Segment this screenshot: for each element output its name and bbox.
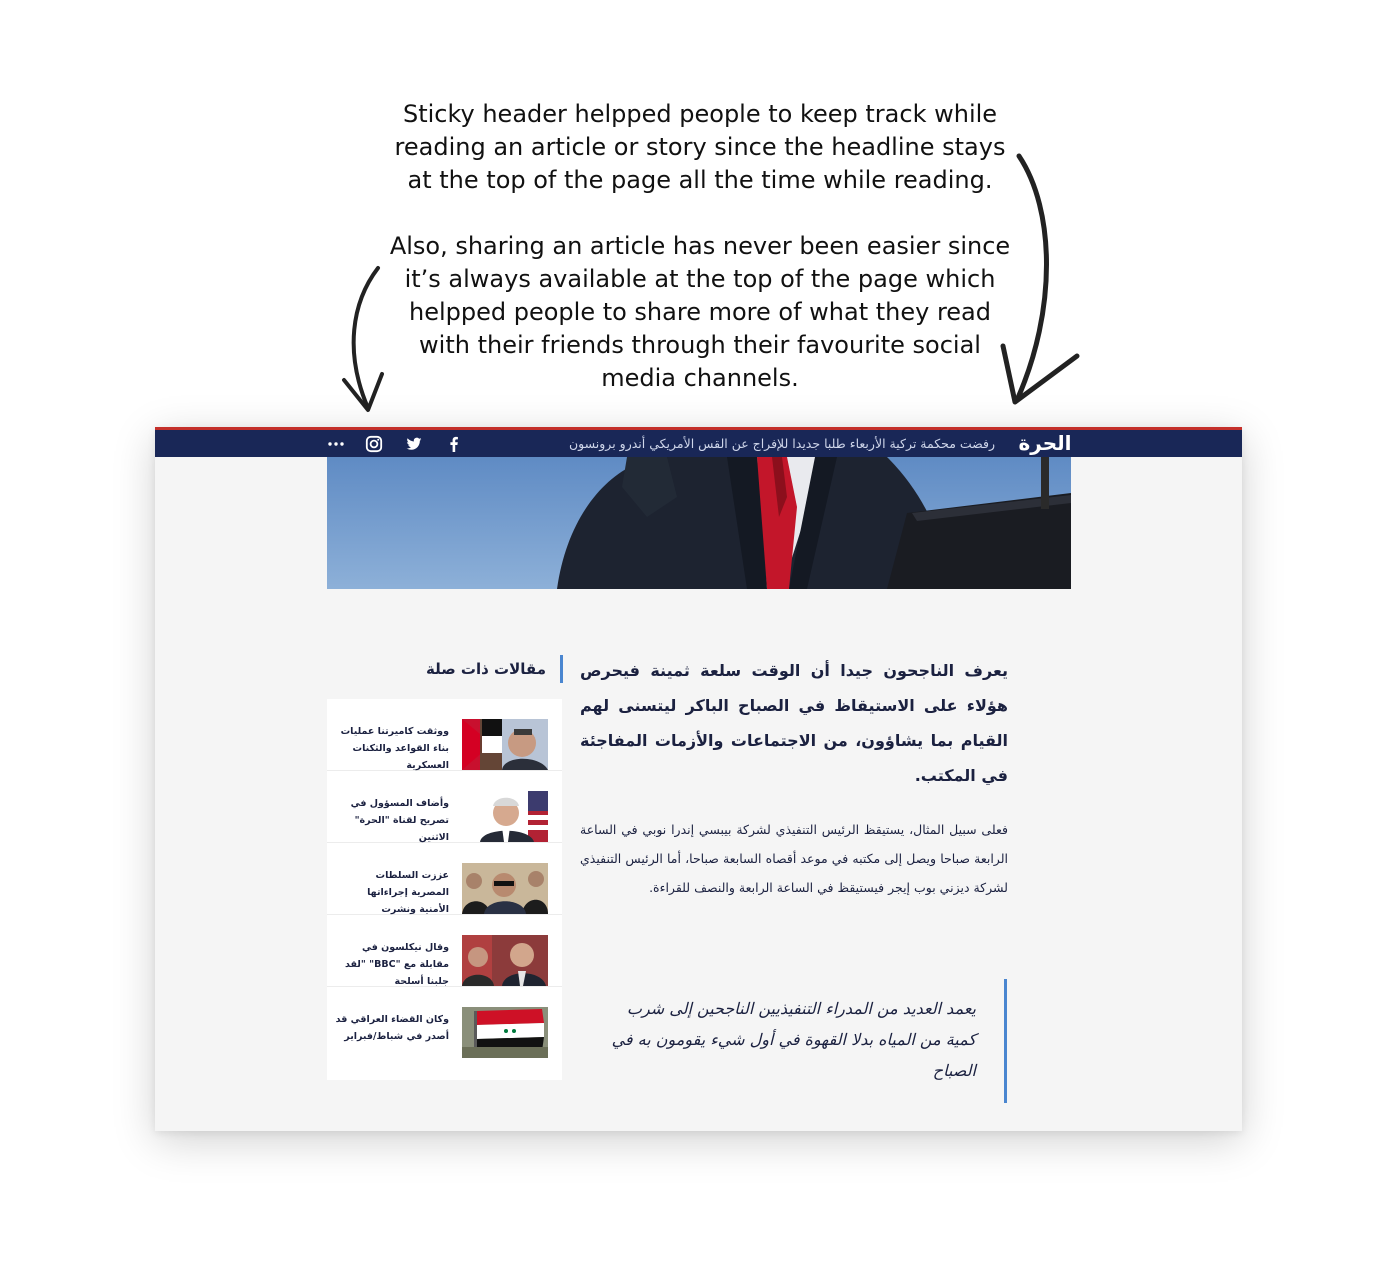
related-article-title[interactable]: وأضاف المسؤول في تصريح لقناة "الحرة" الاثنين [350, 798, 449, 843]
related-article-title[interactable]: ووثقت كاميرتنا عمليات بناء القواعد والثكنات العسكرية [340, 726, 449, 771]
related-thumbnail[interactable] [462, 863, 548, 914]
hero-photo [327, 457, 1071, 589]
related-articles-list [327, 699, 562, 1080]
annotation-arrow-left-icon [330, 262, 400, 417]
related-article-item[interactable] [327, 987, 562, 1059]
related-article-item[interactable] [327, 915, 562, 987]
article-page-mockup [155, 427, 1242, 1131]
article-pull-quote: يعمد العديد من المدراء التنفيذيين الناجحين إلى شرب كمية من المياه بدلا القهوة في أول شيء يقومون به في الصباح [595, 979, 1007, 1103]
related-thumbnail[interactable] [462, 935, 548, 986]
related-article-item[interactable] [327, 699, 562, 771]
sticky-headline: رفضت محكمة تركية الأربعاء طلبا جديدا للإفراج عن القس الأمريكي أندرو برونسون [569, 436, 995, 451]
related-article-item[interactable] [327, 771, 562, 843]
twitter-icon[interactable] [405, 435, 423, 453]
annotation-paragraph-1: Sticky header helpped people to keep track while reading an article or story since the headline stays at the top of the page all the time while reading. [394, 100, 1006, 194]
related-thumbnail[interactable] [462, 1007, 548, 1058]
site-logo[interactable]: الحرة [1018, 431, 1072, 455]
related-thumbnail[interactable] [462, 719, 548, 770]
related-article-item[interactable] [327, 843, 562, 915]
related-article-title[interactable]: وكان القضاء العراقي قد أصدر في شباط/فبراير [335, 1014, 449, 1042]
more-options-icon[interactable] [327, 435, 345, 453]
sticky-header [155, 427, 1242, 457]
related-article-title[interactable]: عززت السلطات المصرية إجراءاتها الأمنية ونشرت [367, 870, 449, 915]
related-thumbnail[interactable] [462, 791, 548, 842]
article-body-paragraph: فعلى سبيل المثال، يستيقظ الرئيس التنفيذي لشركة بيبسي إندرا نوبي في الساعة الرابعة صباحا ويصل إلى مكتبه في موعد أقصاه السابعة صباحا، أما الرئيس التنفيذي لشركة ديزني بوب إيجر فيستيقظ في الساعة الرابعة والنصف للقراءة. [580, 822, 1008, 895]
annotation-paragraph-2: Also, sharing an article has never been easier since it’s always available at the top of the page which helpped people to share more of what they read with their friends through their favourite social media channels. [389, 232, 1011, 392]
related-article-title[interactable]: وقال نيكلسون في مقابلة مع "BBC" "لقد جلبنا أسلحة [344, 942, 449, 987]
facebook-icon[interactable] [445, 435, 463, 453]
related-articles-title: مقالات ذات صلة [327, 655, 563, 683]
instagram-icon[interactable] [365, 435, 383, 453]
annotation-arrow-right-icon [995, 150, 1095, 410]
hero-image [327, 457, 1071, 589]
article-lead-paragraph: يعرف الناجحون جيدا أن الوقت سلعة ثمينة فيحرص هؤلاء على الاستيقاظ في الصباح الباكر ليتسنى لهم القيام بما يشاؤون، من الاجتماعات والأزمات المفاجئة في المكتب. [580, 661, 1008, 785]
